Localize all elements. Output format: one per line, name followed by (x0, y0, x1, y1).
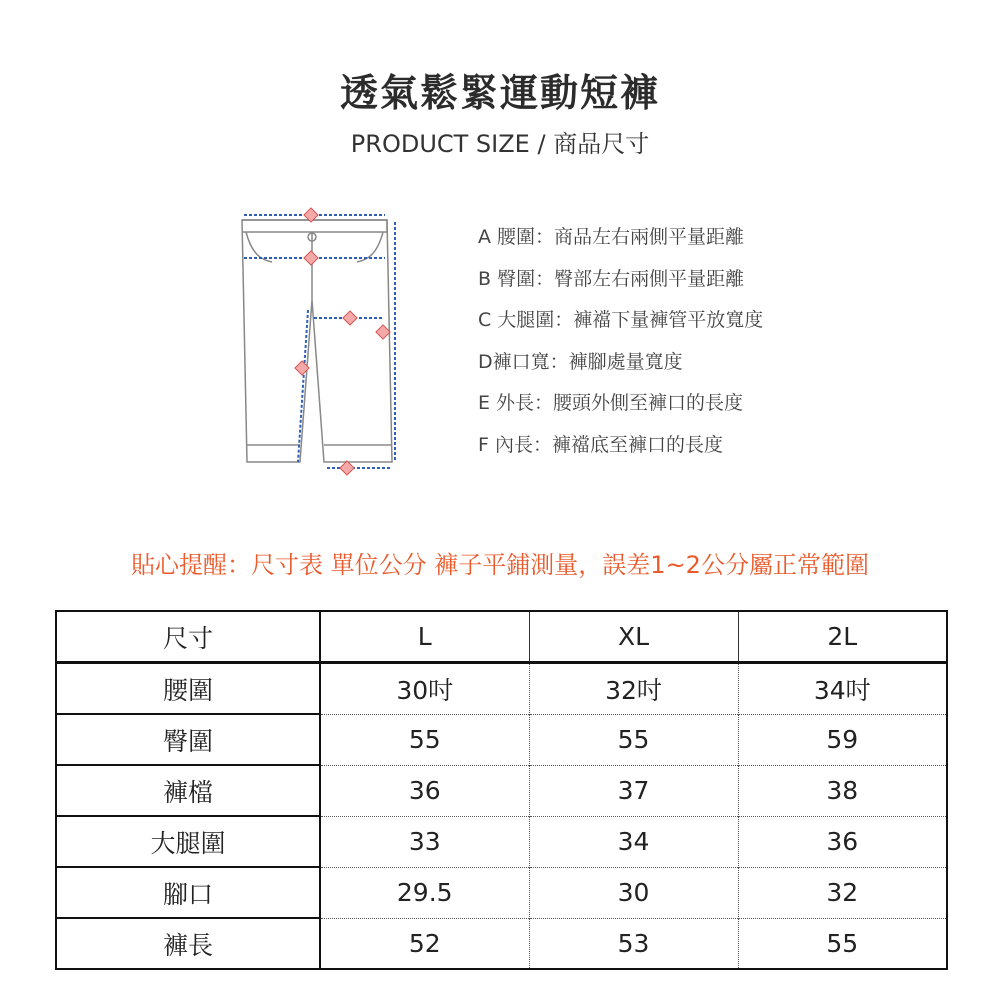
header-xl: XL (529, 611, 738, 663)
header-2l: 2L (738, 611, 947, 663)
row-label: 臀圍 (56, 714, 320, 765)
marker-c (343, 311, 357, 325)
table-header-row (56, 611, 947, 663)
table-row (56, 816, 947, 867)
table-cell: 53 (529, 918, 738, 969)
row-label: 褲檔 (56, 765, 320, 816)
table-cell: 33 (320, 816, 529, 867)
table-cell: 55 (320, 714, 529, 765)
marker-d (340, 461, 354, 475)
table-row (56, 714, 947, 765)
page-subtitle: PRODUCT SIZE / 商品尺寸 (350, 130, 650, 158)
legend-item-b: B 臀圍：臀部左右兩側平量距離 (478, 267, 745, 290)
table-row (56, 765, 947, 816)
size-reminder: 貼心提醒：尺寸表 單位公分 褲子平鋪測量，誤差1~2公分屬正常範圍 (131, 551, 869, 579)
table-cell: 29.5 (320, 867, 529, 918)
legend-item-c: C 大腿圍：褲襠下量褲管平放寬度 (478, 309, 764, 331)
table-cell: 32 (738, 867, 947, 918)
legend-item-f: F 內長：褲襠底至褲口的長度 (478, 433, 723, 456)
table-cell: 36 (320, 765, 529, 816)
measurement-legend (478, 222, 763, 471)
marker-b (304, 251, 318, 265)
table-cell: 34吋 (738, 663, 947, 715)
table-row (56, 663, 947, 715)
table-cell: 36 (738, 816, 947, 867)
row-label: 腰圍 (56, 663, 320, 715)
table-cell: 52 (320, 918, 529, 969)
table-cell: 55 (738, 918, 947, 969)
header-l: L (320, 611, 529, 663)
table-row (56, 918, 947, 969)
page-title: 透氣鬆緊運動短褲 (339, 71, 660, 115)
table-cell: 30 (529, 867, 738, 918)
table-cell: 32吋 (529, 663, 738, 715)
legend-item-a: A 腰圍：商品左右兩側平量距離 (478, 226, 745, 248)
shorts-measurement-diagram (232, 200, 402, 480)
waistband (242, 220, 387, 232)
table-cell: 37 (529, 765, 738, 816)
row-label: 腳口 (56, 867, 320, 918)
row-label: 褲長 (56, 918, 320, 969)
size-table (55, 610, 948, 970)
inseam-measure-line (298, 310, 308, 462)
header-size: 尺寸 (56, 611, 320, 663)
legend-item-d: D褲口寬：褲腳處量寬度 (478, 350, 683, 373)
table-cell: 34 (529, 816, 738, 867)
table-cell: 59 (738, 714, 947, 765)
table-cell: 30吋 (320, 663, 529, 715)
table-row (56, 867, 947, 918)
table-cell: 38 (738, 765, 947, 816)
row-label: 大腿圍 (56, 816, 320, 867)
table-cell: 55 (529, 714, 738, 765)
legend-item-e: E 外長：腰頭外側至褲口的長度 (478, 392, 744, 414)
marker-e (376, 325, 390, 339)
